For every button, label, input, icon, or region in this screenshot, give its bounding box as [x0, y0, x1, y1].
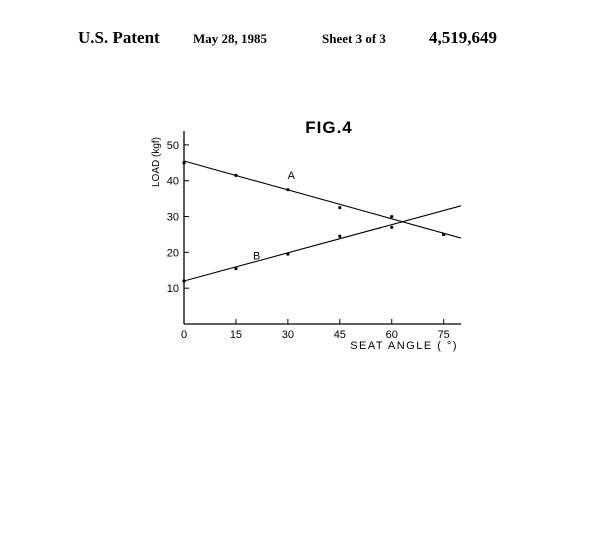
x-tick-label-30: 30 — [281, 329, 294, 341]
series-a-line — [184, 161, 461, 238]
y-tick-label-20: 20 — [166, 247, 179, 260]
x-tick-label-45: 45 — [333, 329, 346, 341]
patent-label: U.S. Patent — [78, 28, 160, 47]
y-tick-label-10: 10 — [166, 283, 179, 296]
series-labels — [253, 170, 296, 263]
series-lines — [184, 161, 461, 281]
y-tick-label-50: 50 — [166, 139, 179, 152]
series-a-label: A — [287, 169, 296, 182]
series-a-point-2 — [286, 188, 289, 191]
series-b-line — [184, 206, 461, 281]
x-axis-label: SEAT ANGLE ( °) — [350, 340, 458, 352]
tick-labels — [167, 140, 450, 341]
patent-number: 4,519,649 — [429, 28, 497, 47]
y-tick-label-30: 30 — [166, 211, 179, 224]
series-b-point-4 — [390, 226, 393, 229]
series-a-point-4 — [390, 215, 393, 218]
series-b-point-5 — [442, 233, 445, 236]
sheet-indicator: Sheet 3 of 3 — [322, 31, 386, 46]
series-points — [182, 161, 445, 282]
series-b-label: B — [253, 250, 261, 263]
patent-date: May 28, 1985 — [193, 31, 268, 46]
x-tick-label-60: 60 — [385, 329, 398, 341]
y-axis-label: LOAD (kgf) — [151, 136, 162, 188]
x-tick-label-0: 0 — [180, 329, 188, 341]
series-b-point-2 — [286, 253, 289, 256]
y-tick-label-40: 40 — [166, 175, 179, 188]
x-tick-label-75: 75 — [437, 329, 450, 341]
series-b-point-1 — [234, 267, 237, 270]
chart-title: FIG.4 — [305, 118, 353, 137]
x-tick-label-15: 15 — [229, 329, 243, 341]
series-b-point-3 — [338, 235, 341, 238]
axes — [184, 131, 461, 324]
series-a-point-3 — [338, 206, 341, 209]
series-a-point-1 — [234, 174, 237, 177]
series-a-point-0 — [182, 161, 185, 164]
series-b-point-0 — [182, 279, 185, 282]
